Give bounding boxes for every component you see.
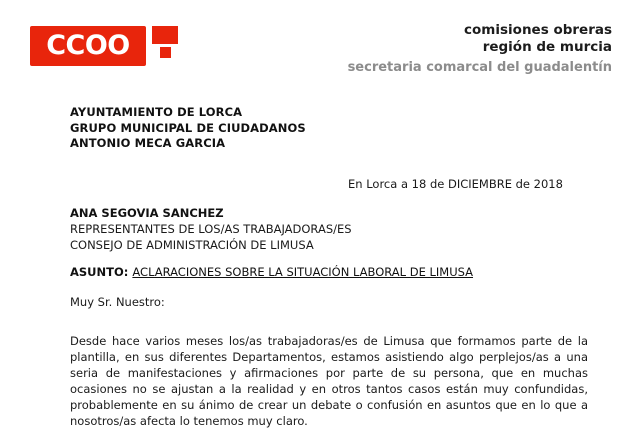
org-name-line2: región de murcia — [482, 39, 612, 55]
ccoo-logo — [30, 26, 180, 70]
letterhead-text — [348, 22, 612, 78]
addressee-block — [70, 105, 306, 152]
recipient-role: REPRESENTANTES DE LOS/AS TRABAJADORAS/ES — [70, 222, 352, 236]
recipient-body: CONSEJO DE ADMINISTRACIÓN DE LIMUSA — [70, 238, 314, 252]
logo-flag-dot — [160, 47, 171, 58]
salutation: Muy Sr. Nuestro: — [70, 295, 165, 309]
addressee-line-2: GRUPO MUNICIPAL DE CIUDADANOS — [70, 120, 306, 135]
subject-value: ACLARACIONES SOBRE LA SITUACIÓN LABORAL DE LIMUSA — [132, 265, 474, 279]
logo-flag-square — [152, 26, 178, 44]
addressee-line-1: AYUNTAMIENTO DE LORCA — [70, 105, 243, 119]
addressee-line-3: ANTONIO MECA GARCIA — [70, 136, 226, 150]
logo-flag-icon — [152, 26, 178, 66]
letterhead — [0, 22, 640, 84]
org-subtitle: secretaria comarcal del guadalentín — [347, 60, 612, 75]
subject-label: ASUNTO — [70, 265, 124, 279]
recipient-block — [70, 205, 352, 253]
subject-separator: : — [123, 265, 133, 279]
logo-wordmark: CCOO — [46, 30, 130, 61]
date-line: En Lorca a 18 de DICIEMBRE de 2018 — [348, 177, 563, 191]
body-paragraph-1: Desde hace varios meses los/as trabajadoras/es de Limusa que formamos parte de la plantilla, en sus diferentes Departamentos, estamos asistiendo algo perplejos/as a una seria de manifestaciones y afirmaciones por parte de su persona, que en muchas ocasiones no se ajustan a la realidad y en otros tantos casos están muy confundidas, probablemente en su ánimo de crear un debate o confusión en asuntos que en lo que a nosotros/as afecta lo tenemos muy claro. — [70, 334, 588, 428]
recipient-name: ANA SEGOVIA SANCHEZ — [70, 206, 224, 220]
org-name-line1: comisiones obreras — [464, 22, 612, 38]
subject-line — [70, 263, 473, 281]
